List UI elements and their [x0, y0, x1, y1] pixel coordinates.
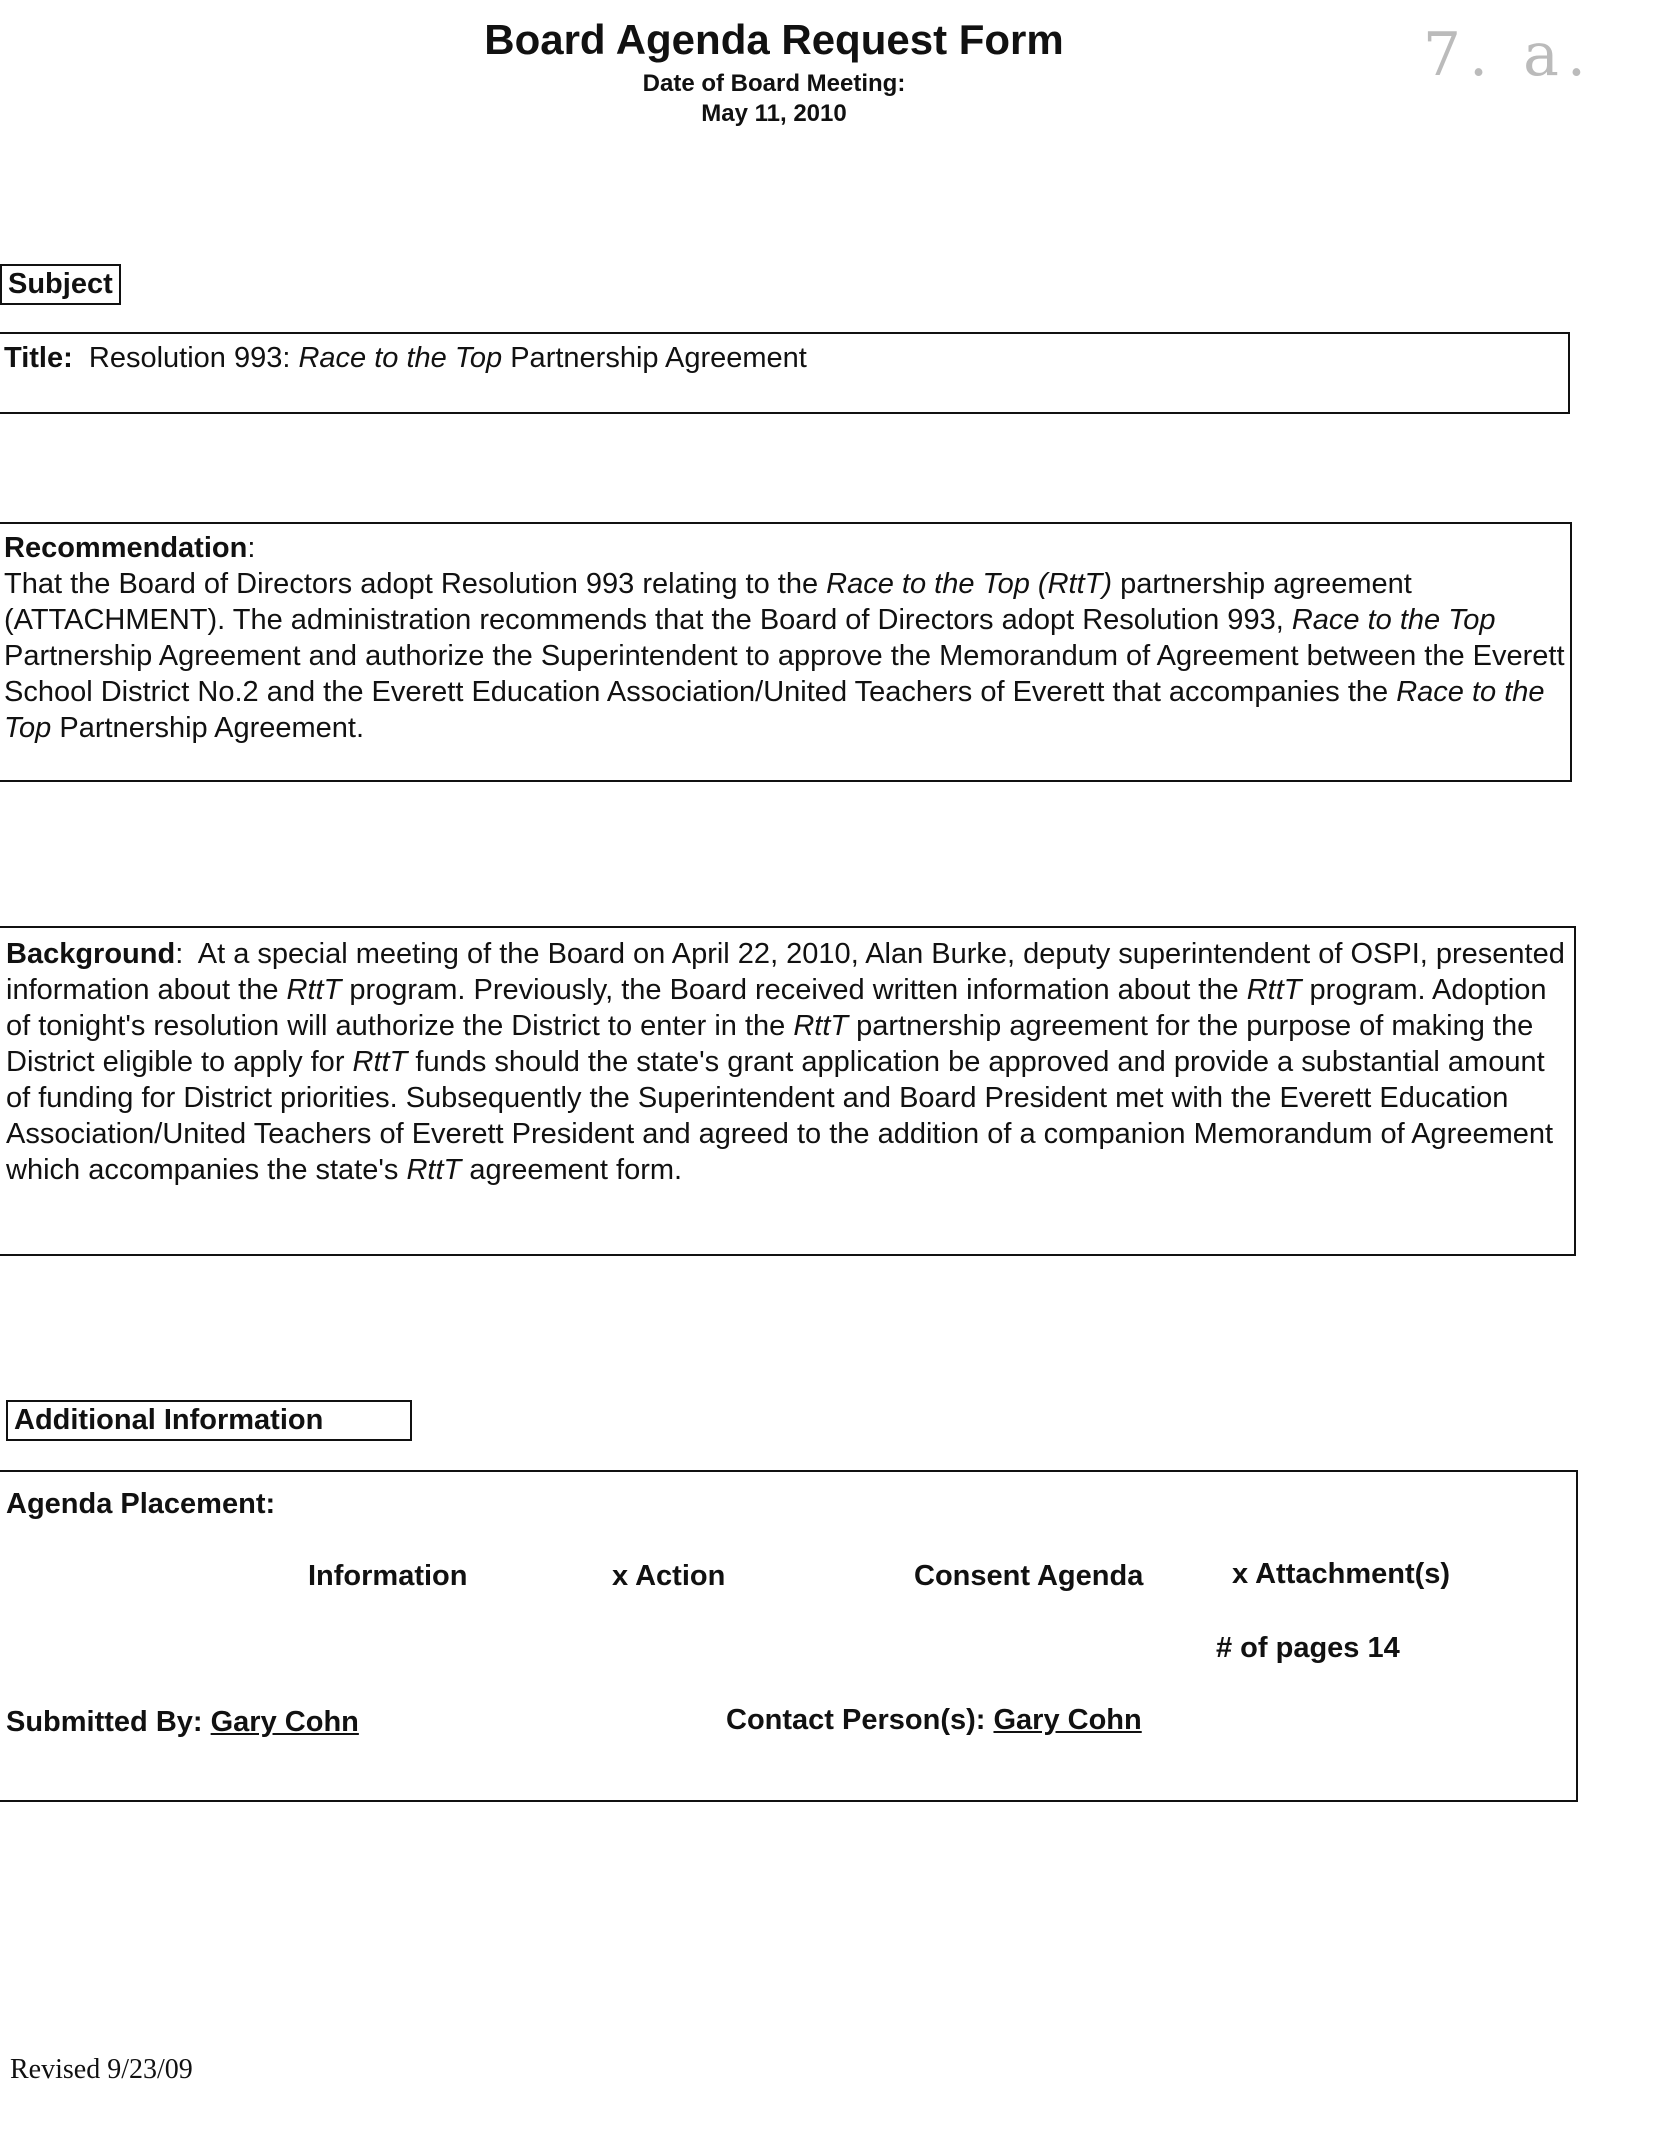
submitted-by-name: Gary Cohn: [210, 1706, 359, 1738]
recommendation-italic-part: Race to the Top: [4, 676, 1545, 744]
agenda-placement-box: [0, 1470, 1578, 1802]
form-title: Board Agenda Request Form: [484, 16, 1064, 63]
recommendation-text-part: Partnership Agreement and authorize the Superintendent to approve the Memorandum of Agreement between the Everett School District No.2 and the Everett Education Association/United Teachers of Everett that accompanies the: [4, 640, 1565, 708]
title-text-pre: Resolution 993:: [88, 342, 291, 374]
revision-date: Revised 9/23/09: [10, 2054, 193, 2085]
option-action: x Action: [612, 1560, 726, 1592]
recommendation-italic-part: Race to the Top: [1291, 604, 1496, 636]
background-label: Background: [6, 938, 176, 970]
option-consent-agenda: Consent Agenda: [914, 1560, 1144, 1592]
additional-information-label: Additional Information: [6, 1400, 412, 1441]
background-text-part: program. Adoption of tonight's resolution will authorize the District to enter in the: [6, 974, 1547, 1042]
background-text-part: At a special meeting of the Board on April 22, 2010, Alan Burke, deputy superintendent of OSPI, presented information about the: [6, 938, 1565, 1006]
recommendation-italic-part: Race to the Top (RttT): [826, 568, 1112, 600]
option-information: Information: [308, 1560, 468, 1592]
pages-count: # of pages 14: [1216, 1632, 1400, 1664]
contact-person: [726, 1702, 1142, 1738]
meeting-date-label: Date of Board Meeting:: [642, 70, 906, 97]
subject-section-label: Subject: [0, 264, 121, 305]
recommendation-text-part: That the Board of Directors adopt Resolution 993 relating to the: [4, 568, 819, 600]
background-italic-part: RttT: [793, 1010, 849, 1042]
background-italic-part: RttT: [406, 1154, 462, 1186]
background-italic-part: RttT: [1246, 974, 1302, 1006]
recommendation-text: [4, 566, 1566, 746]
background-box: Background: At a special meeting of the Board on April 22, 2010, Alan Burke, deputy superintendent of OSPI, presented information about the RttT program. Previously, the Board received written information about the RttT program. Adoption of tonight's resolution will authorize the District to enter in the RttT partnership agreement for the purpose of making the District eligible to apply for RttT funds should the state's grant application be approved and provide a substantial amount of funding for District priorities. Subsequently the Superintendent and Board President met with the Everett Education Association/United Teachers of Everett President and agreed to the addition of a companion Memorandum of Agreement which accompanies the state's RttT agreement form.: [0, 926, 1576, 1256]
title-box: [0, 332, 1570, 414]
recommendation-text-part: partnership agreement (ATTACHMENT). The administration recommends that the Board of Directors adopt Resolution 993,: [4, 568, 1412, 636]
contact-person-name: Gary Cohn: [993, 1704, 1142, 1736]
background-text-part: partnership agreement for the purpose of making the District eligible to apply for: [6, 1010, 1534, 1078]
background-text-part: funds should the state's grant application be approved and provide a substantial amount of funding for District priorities. Subsequently the Superintendent and Board President met with the Everett Education Association/United Teachers of Everett President and agreed to the addition of a companion Memorandum of Agreement which accompanies the state's: [6, 1046, 1554, 1186]
submitted-by-label: Submitted By:: [6, 1706, 203, 1738]
option-attachments: x Attachment(s): [1232, 1558, 1451, 1590]
background-italic-part: RttT: [286, 974, 342, 1006]
meeting-date: May 11, 2010: [701, 100, 847, 127]
title-label: Title:: [4, 342, 73, 374]
background-text-part: program. Previously, the Board received written information about the: [349, 974, 1239, 1006]
agenda-placement-label: Agenda Placement:: [6, 1488, 276, 1520]
background-text-part: agreement form.: [469, 1154, 683, 1186]
title-text-post: Partnership Agreement: [510, 342, 807, 374]
submitted-by: [6, 1704, 359, 1740]
recommendation-text-part: Partnership Agreement.: [59, 712, 365, 744]
handwritten-item-number: 7. a.: [1422, 20, 1594, 90]
background-italic-part: RttT: [352, 1046, 408, 1078]
title-text-italic: Race to the Top: [298, 342, 503, 374]
contact-person-label: Contact Person(s):: [726, 1704, 986, 1736]
recommendation-label: Recommendation: [4, 532, 248, 564]
recommendation-box: Recommendation: That the Board of Directors adopt Resolution 993 relating to the Race to the Top (RttT) partnership agreement (ATTACHMENT). The administration recommends that the Board of Directors adopt Resolution 993, Race to the Top Partnership Agreement and authorize the Superintendent to approve the Memorandum of Agreement between the Everett School District No.2 and the Everett Education Association/United Teachers of Everett that accompanies the Race to the Top Partnership Agreement.: [0, 522, 1572, 782]
